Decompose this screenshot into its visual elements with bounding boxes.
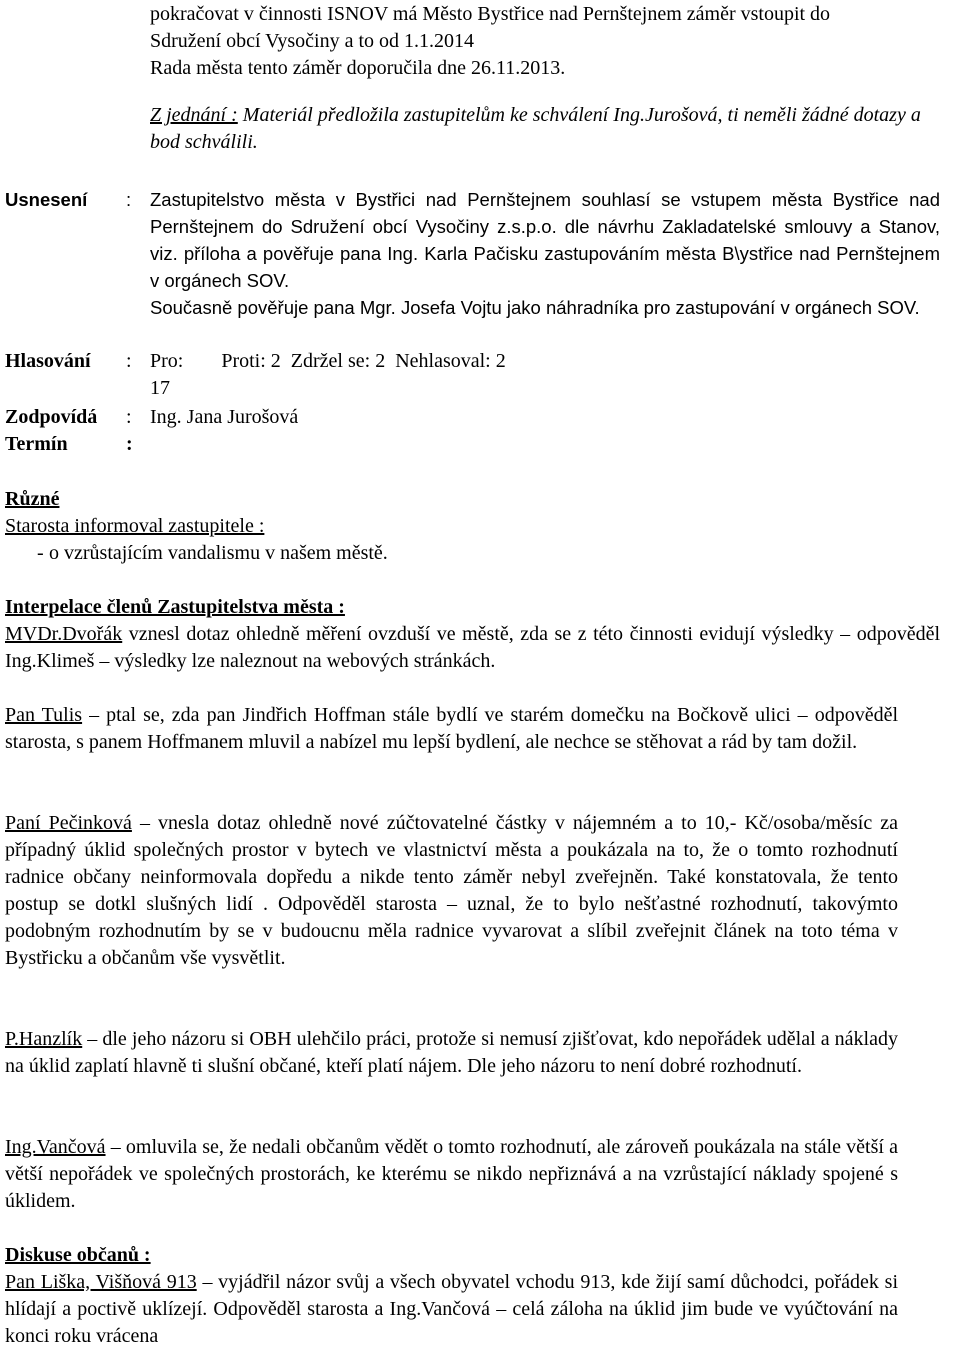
vote-pro-value: 17 xyxy=(150,377,170,399)
diskuse-heading: Diskuse občanů : xyxy=(5,1244,151,1266)
vote-zdrzel: Zdržel se: 2 xyxy=(290,350,386,372)
vancova-text: – omluvila se, že nedali občanům vědět o tomto rozhodnutí, ale zároveň poukázala na stále větší a větší nepořádek ve společných prostorách, ke kterému se nikdo nepřiznává a na vzrůstající náklady spojené s úklidem. xyxy=(5,1136,898,1212)
interpelace-paragraph xyxy=(5,621,940,675)
interpelace-section xyxy=(5,594,940,675)
speaker-name: Pan Liška, Višňová 913 xyxy=(5,1271,197,1293)
z-jednani-text: Materiál předložila zastupitelům ke schválení Ing.Jurošová, ti neměli žádné dotazy a bod schválili. xyxy=(150,104,921,153)
pecinkova-paragraph xyxy=(5,810,898,972)
z-jednani-label: Z jednání : xyxy=(150,104,238,126)
diskuse-section xyxy=(5,1242,898,1350)
zodpovida-label: Zodpovídá xyxy=(5,406,98,428)
intro-line-2: Sdružení obcí Vysočiny a to od 1.1.2014 xyxy=(150,30,475,52)
zodpovida-value: Ing. Jana Jurošová xyxy=(150,406,299,428)
speaker-name: Pan Tulis xyxy=(5,704,83,726)
tulis-text: – ptal se, zda pan Jindřich Hoffman stále bydlí ve starém domečku na Bočkově ulici – odpověděl starosta, s panem Hoffmanem mluvil a nabízel mu lepší bydlení, ale nechce se stěhovat a rád by tam dožil. xyxy=(5,704,898,753)
termin-label: Termín xyxy=(5,433,68,455)
speaker-name: P.Hanzlík xyxy=(5,1028,83,1050)
tulis-paragraph xyxy=(5,702,898,756)
vote-nehlasoval: Nehlasoval: 2 xyxy=(395,350,506,372)
usneseni-text-2: Současně pověřuje pana Mgr. Josefa Vojtu jako náhradníka pro zastupování v orgánech SOV. xyxy=(150,297,920,318)
usneseni-text-1: Zastupitelstvo města v Bystřici nad Pernštejnem souhlasí se vstupem města Bystřice nad Pernštejnem do Sdružení obcí Vysočiny z.s.p.o. dle návrhu Zakladatelské smlouvy a Stanov, viz. příloha a pověřuje pana Ing. Karla Pačisku zastupováním města B\ystřice nad Pernštejnem v orgánech SOV. xyxy=(150,189,940,291)
ruzne-section xyxy=(5,486,940,567)
hlasovani-colon: : xyxy=(126,350,132,372)
hanzlik-paragraph xyxy=(5,1026,898,1080)
intro-line-3: Rada města tento záměr doporučila dne 26.11.2013. xyxy=(150,57,566,79)
diskuse-text: – vyjádřil názor svůj a všech obyvatel vchodu 913, kde žijí samí důchodci, pořádek si hlídají a poctivě uklízejí. Odpověděl starosta a Ing.Vančová – celá záloha na úklid jim bude ve vyúčtování na konci roku vrácena xyxy=(5,1271,898,1347)
vote-proti: Proti: 2 xyxy=(221,350,281,372)
intro-line-1: pokračovat v činnosti ISNOV má Město Bystřice nad Pernštejnem záměr vstoupit do xyxy=(150,3,831,25)
speaker-name: MVDr.Dvořák xyxy=(5,623,123,645)
pecinkova-text: – vnesla dotaz ohledně nové zúčtovatelné částky v nájemném a to 10,- Kč/osoba/měsíc za případný úklid společných prostor v bytech ve vlastnictví města a poukázala na to, že o tomto rozhodnutí radnice občany neinformovala dopředu a nikde tento záměr nebyl zveřejněn. Také konstatovala, že tento postup se dotkl slušných lidí . Odpověděl starosta – uznal, že to bylo nešťastné rozhodnutí, takovýmto podobným rozhodnutím by se v budoucnu měla radnice vyvarovat a slíbil zveřejnit článek na toto téma v Bystřicku a občanům vše vysvětlit. xyxy=(5,812,898,969)
hanzlik-text: – dle jeho názoru si OBH ulehčilo práci, protože si nemusí zjišťovat, kdo nepořádek udělal a náklady na úklid zaplatí hlavně ti slušní občané, kteří platí nájem. Dle jeho názoru to není dobré rozhodnutí. xyxy=(5,1028,898,1077)
vote-pro-label: Pro: xyxy=(150,350,184,372)
zodpovida-colon: : xyxy=(126,406,132,428)
speaker-name: Paní Pečinková xyxy=(5,812,132,834)
interpelace-text: vznesl dotaz ohledně měření ovzduší ve městě, zda se z této činnosti evidují výsledky – odpověděl Ing.Klimeš – výsledky lze naleznout na webových stránkách. xyxy=(5,623,940,672)
intro-paragraph xyxy=(150,1,940,82)
hlasovani-votes xyxy=(150,348,650,375)
ruzne-heading: Různé xyxy=(5,488,60,510)
usneseni-label: Usnesení xyxy=(5,189,88,210)
z-jednani-paragraph xyxy=(150,102,940,156)
ruzne-subheading: Starosta informoval zastupitele : xyxy=(5,515,265,537)
ruzne-bullet-text: o vzrůstajícím vandalismu v našem městě. xyxy=(49,542,388,564)
hlasovani-label: Hlasování xyxy=(5,350,91,372)
termin-colon: : xyxy=(126,433,133,455)
vancova-paragraph xyxy=(5,1134,898,1215)
interpelace-heading: Interpelace členů Zastupitelstva města : xyxy=(5,596,345,618)
speaker-name: Ing.Vančová xyxy=(5,1136,106,1158)
usneseni-colon: : xyxy=(126,189,132,210)
bullet-dash: - xyxy=(37,542,44,564)
usneseni-text xyxy=(150,186,940,321)
ruzne-bullet xyxy=(5,540,940,567)
